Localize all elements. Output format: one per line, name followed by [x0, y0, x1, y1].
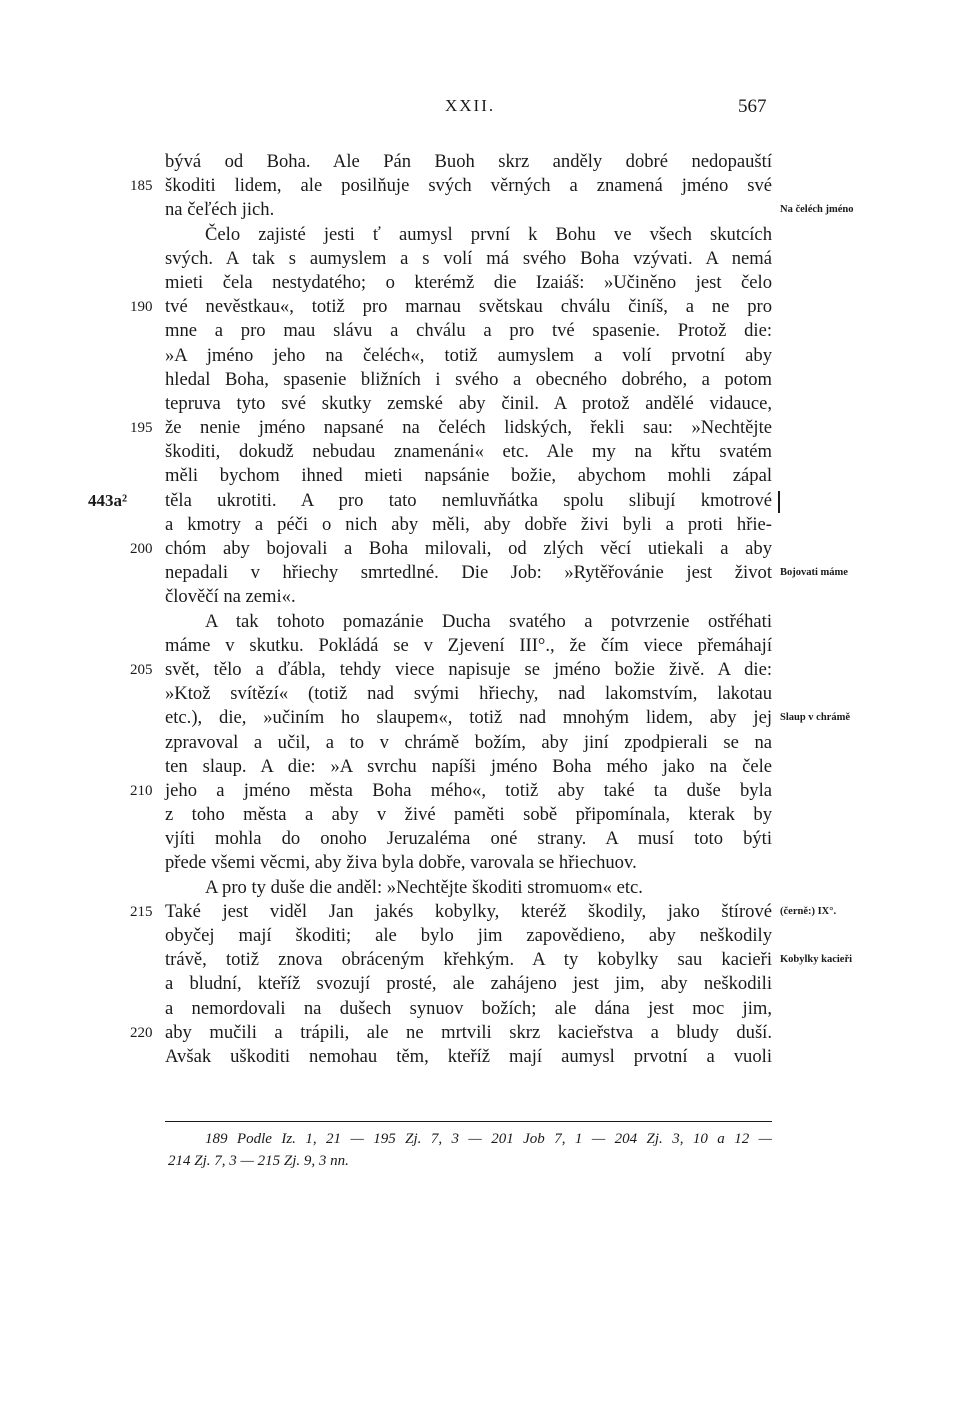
line-text: z toho města a aby v živé paměti sobě připomínala, kterak by	[165, 804, 772, 826]
text-line	[0, 827, 960, 851]
text-line	[0, 416, 960, 440]
margin-note: (černě:) IX°.	[780, 905, 837, 917]
text-line	[0, 295, 960, 319]
line-text: A pro ty duše die anděl: »Nechtějte škoditi stromuom« etc.	[205, 876, 643, 898]
line-text: škoditi, dokudž nebudau znamenáni« etc. Ale my na křtu svatém	[165, 441, 772, 463]
text-line	[0, 1045, 960, 1069]
text-line	[0, 876, 960, 900]
text-line	[0, 319, 960, 343]
line-number: 185	[130, 178, 153, 195]
line-number: 205	[130, 661, 153, 678]
text-line	[0, 997, 960, 1021]
line-text: »A jméno jeho na čeléch«, totiž aumyslem a volí prvotní aby	[165, 344, 772, 366]
margin-note: Bojovati máme	[780, 567, 848, 579]
line-text: svých. A tak s aumyslem a s volí má svého Boha vzývati. A nemá	[165, 247, 772, 269]
line-number: 210	[130, 782, 153, 799]
chapter-heading: XXII.	[445, 96, 496, 115]
text-line	[0, 464, 960, 488]
margin-note: Na čeléch jméno	[780, 204, 854, 216]
line-text: těla ukrotiti. A pro tato nemluvňátka spolu slibují kmotrové	[165, 489, 772, 511]
line-text: A tak tohoto pomazánie Ducha svatého a potvrzenie ostřéhati	[205, 610, 772, 632]
line-text: tepruva tyto své skutky zemské aby činil. A protož andělé vidauce,	[165, 392, 772, 414]
text-line	[0, 682, 960, 706]
text-line	[0, 223, 960, 247]
text-line	[0, 755, 960, 779]
line-number: 200	[130, 541, 153, 557]
line-text: ten slaup. A die: »A svrchu napíši jméno Boha mého jako na čele	[165, 755, 772, 777]
text-line	[0, 972, 960, 996]
footnote-line: 189 Podle Iz. 1, 21 — 195 Zj. 7, 3 — 201 Job 7, 1 — 204 Zj. 3, 10 a 12 —	[205, 1131, 772, 1147]
line-number: 215	[130, 903, 153, 920]
text-line	[0, 634, 960, 658]
text-line	[0, 247, 960, 271]
line-text: jeho a jméno města Boha mého«, totiž aby také ta duše byla	[165, 779, 772, 801]
text-line	[0, 440, 960, 464]
line-number: 220	[130, 1024, 153, 1041]
text-line	[0, 851, 960, 875]
line-text: mne a pro mau slávu a chválu a pro tvé spasenie. Protož die:	[165, 320, 772, 342]
text-line	[0, 174, 960, 198]
line-text: Čelo zajisté jesti ť aumysl první k Bohu ve všech skutcích	[205, 223, 772, 245]
running-header	[0, 96, 960, 126]
text-line	[0, 658, 960, 682]
line-text: tvé nevěstkau«, totiž pro marnau světskau chválu činíš, a ne pro	[165, 296, 772, 318]
footnote-divider	[165, 1121, 772, 1122]
text-line	[0, 271, 960, 295]
line-text: škoditi lidem, ale posilňuje svých věrných a znamená jméno své	[165, 175, 772, 197]
line-text: hledal Boha, spasenie bližních i svého a obecného dobrého, a potom	[165, 368, 772, 390]
line-text: máme v skutku. Pokládá se v Zjevení III°., že čím viece přemáhají	[165, 634, 772, 656]
line-number: 190	[130, 299, 153, 316]
text-line	[0, 779, 960, 803]
text-line	[0, 731, 960, 755]
line-text: a nemordovali na dušech synuov božích; ale dána jest moc jim,	[165, 997, 772, 1019]
line-text: Také jest viděl Jan jakés kobylky, kteréž škodily, jako štírové	[165, 900, 772, 922]
text-line	[0, 537, 960, 561]
text-line	[0, 924, 960, 948]
text-line	[0, 803, 960, 827]
line-text: a bludní, kteříž svozují prosté, ale zahájeno jest jim, aby neškodili	[165, 973, 772, 995]
line-text: chóm aby bojovali a Boha milovali, od zlých věcí utiekali a aby	[165, 538, 772, 559]
line-text: etc.), die, »učiním ho slaupem«, totiž nad mnohým lidem, aby jej	[165, 707, 772, 729]
line-text: mieti čela nestydatého; o kterémž die Izaiáš: »Učiněno jest čelo	[165, 271, 772, 293]
line-text: Avšak uškoditi nemohau těm, kteříž mají aumysl prvotní a vuoli	[165, 1045, 772, 1067]
folio-break-mark	[778, 491, 780, 513]
folio-marker: 443a²	[88, 490, 128, 510]
line-text: měli bychom ihned mieti napsánie božie, abychom mohli zápal	[165, 465, 772, 487]
text-line	[0, 1021, 960, 1045]
line-text: na čeľéch jich.	[165, 199, 275, 221]
line-text: »Ktož svítězí« (totiž nad svými hřiechy, nad lakomstvím, lakotau	[165, 683, 772, 705]
text-line	[0, 610, 960, 634]
line-text: trávě, totiž znova obráceným křehkým. A ty kobylky sau kacieři	[165, 949, 772, 971]
text-line	[0, 392, 960, 416]
footnote-line: 214 Zj. 7, 3 — 215 Zj. 9, 3 nn.	[168, 1153, 349, 1169]
text-line	[0, 585, 960, 609]
line-text: a kmotry a péči o nich aby měli, aby dobře živi byli a proti hřie-	[165, 513, 772, 535]
line-text: svět, tělo a ďábla, tehdy viece napisuje se jméno božie živě. A die:	[165, 658, 772, 680]
line-text: aby mučili a trápili, ale ne mrtvili skrz kacieřstva a bludy duší.	[165, 1021, 772, 1043]
text-line	[0, 948, 960, 972]
text-line	[0, 198, 960, 222]
text-line	[0, 489, 960, 513]
margin-note: Kobylky kacieři	[780, 954, 853, 966]
margin-note: Slaup v chrámě	[780, 712, 851, 724]
text-line	[0, 561, 960, 585]
line-text: přede všemi věcmi, aby živa byla dobře, varovala se hřiechuov.	[165, 852, 637, 874]
line-text: vjíti mohla do onoho Jeruzaléma oné strany. A musí toto býti	[165, 828, 772, 850]
line-number: 195	[130, 420, 153, 437]
line-text: že nenie jméno napsané na čeléch lidských, řekli sau: »Nechtějte	[165, 417, 772, 439]
main-text	[0, 150, 960, 1069]
line-text: obyčej mají škoditi; ale bylo jim zapovědieno, aby neškodily	[165, 925, 772, 946]
line-text: bývá od Boha. Ale Pán Buoh skrz anděly dobré nedopauští	[165, 151, 772, 172]
line-text: nepadali v hřiechy smrtedlné. Die Job: »Rytěřovánie jest život	[165, 562, 772, 584]
page-number: 567	[738, 96, 767, 117]
text-line	[0, 344, 960, 368]
text-line	[0, 150, 960, 174]
text-line	[0, 900, 960, 924]
text-line	[0, 706, 960, 730]
text-line	[0, 368, 960, 392]
line-text: zpravoval a učil, a to v chrámě božím, aby jiní zpodpierali se na	[165, 731, 772, 753]
text-line	[0, 513, 960, 537]
line-text: člověčí na zemi«.	[165, 586, 296, 608]
